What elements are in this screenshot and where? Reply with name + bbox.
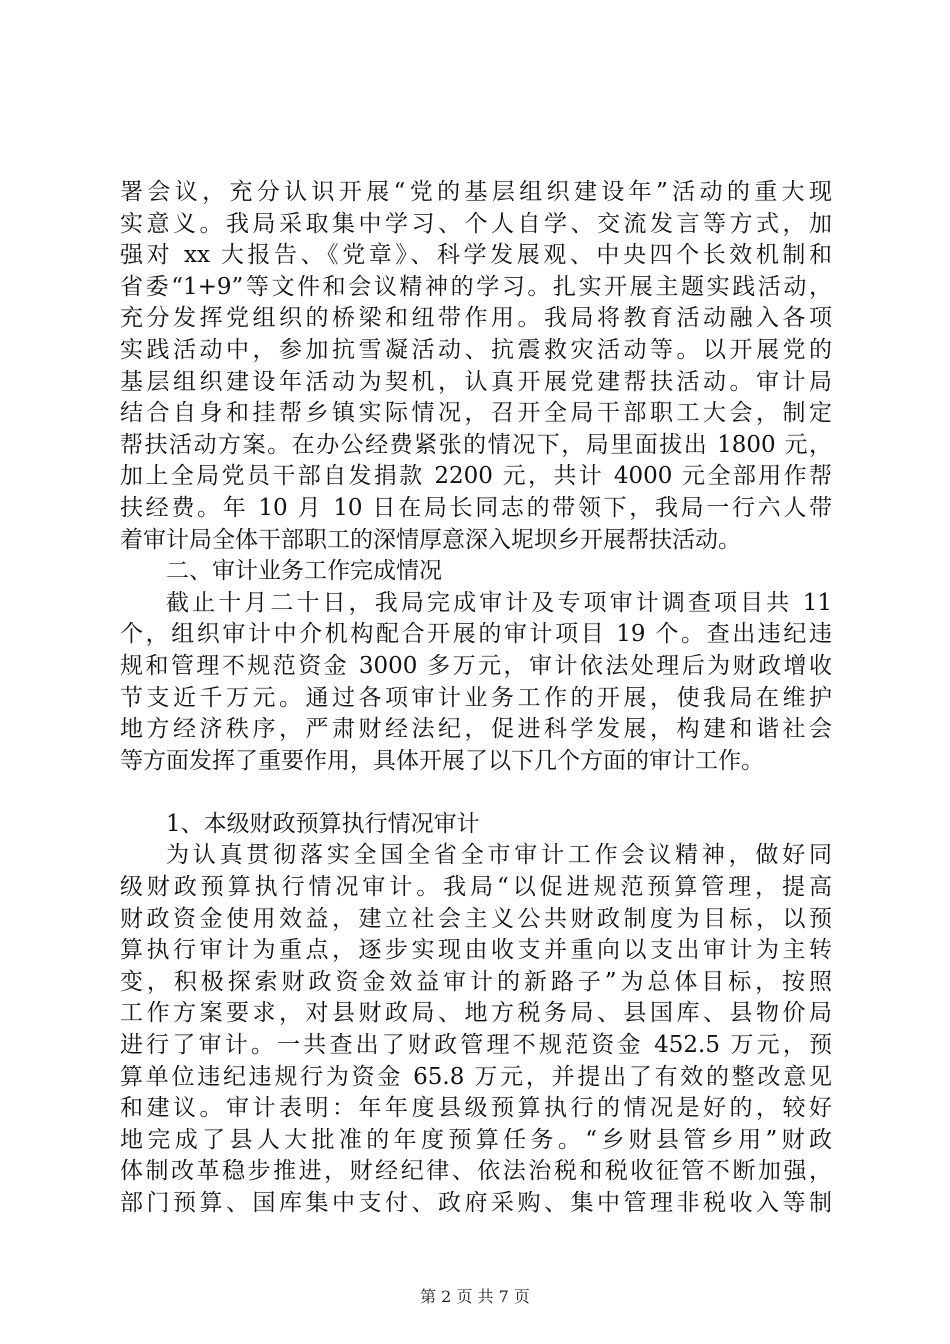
text-line: 规和管理不规范资金 3000 多万元，审计依法处理后为财政增收: [120, 652, 832, 679]
text-line: 实践活动中，参加抗雪凝活动、抗震救灾活动等。以开展党的: [120, 336, 832, 363]
text-line: 等方面发挥了重要作用，具体开展了以下几个方面的审计工作。: [120, 747, 764, 774]
section-heading: 二、审计业务工作完成情况: [166, 558, 442, 585]
page-number: 第 2 页 共 7 页: [420, 1287, 530, 1306]
text-line: 为认真贯彻落实全国全省全市审计工作会议精神，做好同: [166, 842, 832, 869]
subsection-heading: 1、本级财政预算执行情况审计: [166, 810, 480, 837]
text-line: 级财政预算执行情况审计。我局“以促进规范预算管理，提高: [120, 874, 832, 901]
text-line: 充分发挥党组织的桥梁和纽带作用。我局将教育活动融入各项: [120, 305, 832, 332]
text-line: 地方经济秩序，严肃财经法纪，促进科学发展，构建和谐社会: [120, 716, 832, 743]
text-line: 署会议，充分认识开展“党的基层组织建设年”活动的重大现: [120, 179, 832, 205]
text-line: 体制改革稳步推进，财经纪律、依法治税和税收征管不断加强，: [120, 1158, 832, 1185]
text-line: 节支近千万元。通过各项审计业务工作的开展，使我局在维护: [120, 684, 832, 711]
text-line: 工作方案要求，对县财政局、地方税务局、县国库、县物价局: [120, 1000, 832, 1027]
text-line: 算执行审计为重点，逐步实现由收支并重向以支出审计为主转: [120, 937, 832, 964]
text-line: 结合自身和挂帮乡镇实际情况，召开全局干部职工大会，制定: [120, 400, 832, 427]
text-line: 帮扶活动方案。在办公经费紧张的情况下，局里面拔出 1800 元，: [120, 431, 832, 458]
text-line: 地完成了县人大批准的年度预算任务。“乡财县管乡用”财政: [120, 1126, 832, 1153]
text-line: 省委“1+9”等文件和会议精神的学习。扎实开展主题实践活动，: [120, 273, 832, 300]
text-line: 实意义。我局采取集中学习、个人自学、交流发言等方式，加: [120, 210, 832, 237]
text-line: 个，组织审计中介机构配合开展的审计项目 19 个。查出违纪违: [120, 621, 832, 648]
text-line: 着审计局全体干部职工的深情厚意深入坭坝乡开展帮扶活动。: [120, 526, 741, 553]
text-line: 扶经费。年 10 月 10 日在局长同志的带领下，我局一行六人带: [120, 494, 832, 521]
text-line: 财政资金使用效益，建立社会主义公共财政制度为目标，以预: [120, 905, 832, 932]
blank-line: [120, 777, 832, 809]
text-line: 和建议。审计表明：年年度县级预算执行的情况是好的，较好: [120, 1095, 832, 1122]
text-line: 强对 xx 大报告、《党章》、科学发展观、中央四个长效机制和: [120, 242, 832, 269]
page-footer: [0, 1284, 950, 1307]
text-line: 变，积极探索财政资金效益审计的新路子”为总体目标，按照: [120, 968, 832, 995]
text-line: 算单位违纪违规行为资金 65.8 万元，并提出了有效的整改意见: [120, 1063, 832, 1090]
text-line: 基层组织建设年活动为契机，认真开展党建帮扶活动。审计局: [120, 368, 832, 395]
text-line: 进行了审计。一共查出了财政管理不规范资金 452.5 万元，预: [120, 1032, 832, 1059]
text-line: 部门预算、国库集中支付、政府采购、集中管理非税收入等制: [120, 1190, 832, 1216]
text-line: 截止十月二十日，我局完成审计及专项审计调查项目共 11: [166, 589, 832, 616]
text-line: 加上全局党员干部自发捐款 2200 元，共计 4000 元全部用作帮: [120, 463, 832, 490]
document-body: [120, 177, 832, 1220]
